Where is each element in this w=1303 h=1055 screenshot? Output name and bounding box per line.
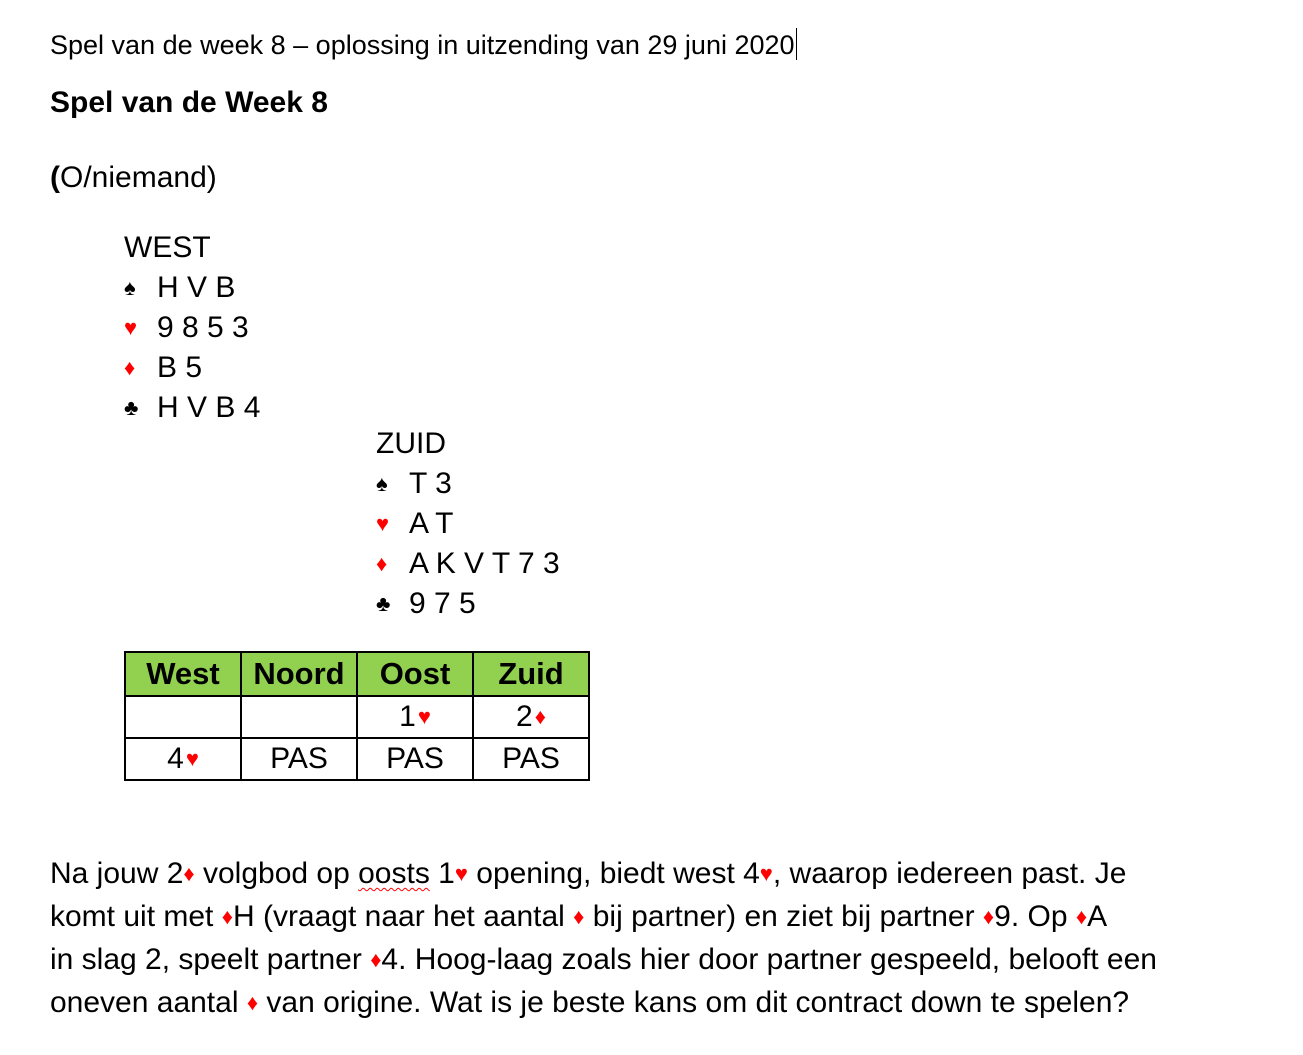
paragraph-line: oneven aantal ♦ van origine. Wat is je beste kans om dit contract down te spelen? [50, 986, 1130, 1019]
bid-cell [125, 738, 241, 780]
bid-level: 1 [399, 700, 416, 733]
south-clubs [376, 584, 560, 624]
west-hand [124, 228, 260, 428]
spade-icon: ♠ [376, 471, 388, 496]
south-diamonds-cards: A K V T 7 3 [409, 547, 560, 580]
diamond-icon: ♦ [982, 904, 995, 929]
text-cursor [796, 28, 797, 60]
diamond-icon: ♦ [124, 355, 136, 380]
heart-icon: ♥ [454, 861, 468, 886]
south-label: ZUID [376, 427, 446, 460]
header-text: Spel van de week 8 – oplossing in uitzending van 29 juni 2020 [50, 30, 795, 60]
bid-cell [125, 696, 241, 738]
bid-cell [357, 696, 473, 738]
problem-paragraph [50, 852, 1275, 1024]
west-clubs-cards: H V B 4 [157, 391, 261, 424]
west-hearts-cards: 9 8 5 3 [157, 311, 249, 344]
bid-level: 4 [167, 742, 184, 775]
bid-cell: PAS [357, 738, 473, 780]
spade-icon: ♠ [124, 275, 136, 300]
document-header-line [50, 28, 797, 61]
paragraph-line: komt uit met ♦H (vraagt naar het aantal ♦ bij partner) en ziet bij partner ♦9. Op ♦A [50, 900, 1108, 933]
south-spades [376, 464, 560, 504]
south-hearts [376, 504, 560, 544]
diamond-icon: ♦ [370, 947, 382, 972]
bidding-header-row [125, 652, 589, 696]
header-west: West [125, 652, 241, 696]
west-spades-cards: H V B [157, 271, 236, 304]
diamond-icon: ♦ [183, 861, 195, 886]
spellcheck-word: oosts [358, 857, 430, 890]
dealer-open-paren: ( [50, 161, 60, 194]
south-hearts-cards: A T [409, 507, 454, 540]
paragraph-line: Na jouw 2♦ volgbod op oosts 1♥ opening, biedt west 4♥, waarop iedereen past. Je [50, 857, 1127, 890]
south-clubs-cards: 9 7 5 [409, 587, 476, 620]
bid-level: 2 [516, 700, 533, 733]
header-noord: Noord [241, 652, 357, 696]
diamond-icon: ♦ [246, 990, 259, 1015]
diamond-icon: ♦ [376, 551, 388, 576]
heart-icon: ♥ [417, 704, 431, 729]
west-diamonds [124, 348, 260, 388]
west-label: WEST [124, 231, 211, 264]
club-icon: ♣ [376, 591, 391, 616]
diamond-icon: ♦ [221, 904, 233, 929]
header-oost: Oost [357, 652, 473, 696]
heart-icon: ♥ [124, 315, 138, 340]
west-diamonds-cards: B 5 [157, 351, 203, 384]
paragraph-line: in slag 2, speelt partner ♦4. Hoog-laag zoals hier door partner gespeeld, belooft een [50, 943, 1157, 976]
south-spades-cards: T 3 [409, 467, 452, 500]
bidding-table [124, 651, 590, 781]
diamond-icon: ♦ [1075, 904, 1088, 929]
west-spades [124, 268, 260, 308]
bidding-row [125, 738, 589, 780]
bid-cell: PAS [241, 738, 357, 780]
bid-cell [473, 696, 589, 738]
west-clubs [124, 388, 260, 428]
bid-cell [241, 696, 357, 738]
south-diamonds [376, 544, 560, 584]
document-title: Spel van de Week 8 [50, 86, 328, 119]
header-zuid: Zuid [473, 652, 589, 696]
bidding-row [125, 696, 589, 738]
heart-icon: ♥ [759, 861, 773, 886]
dealer-text: O/niemand) [60, 161, 217, 194]
diamond-icon: ♦ [534, 704, 546, 729]
bid-cell: PAS [473, 738, 589, 780]
heart-icon: ♥ [376, 511, 390, 536]
west-hearts [124, 308, 260, 348]
diamond-icon: ♦ [573, 904, 585, 929]
south-hand [376, 424, 560, 624]
dealer-vulnerability [50, 161, 217, 195]
heart-icon: ♥ [185, 746, 199, 771]
club-icon: ♣ [124, 395, 139, 420]
